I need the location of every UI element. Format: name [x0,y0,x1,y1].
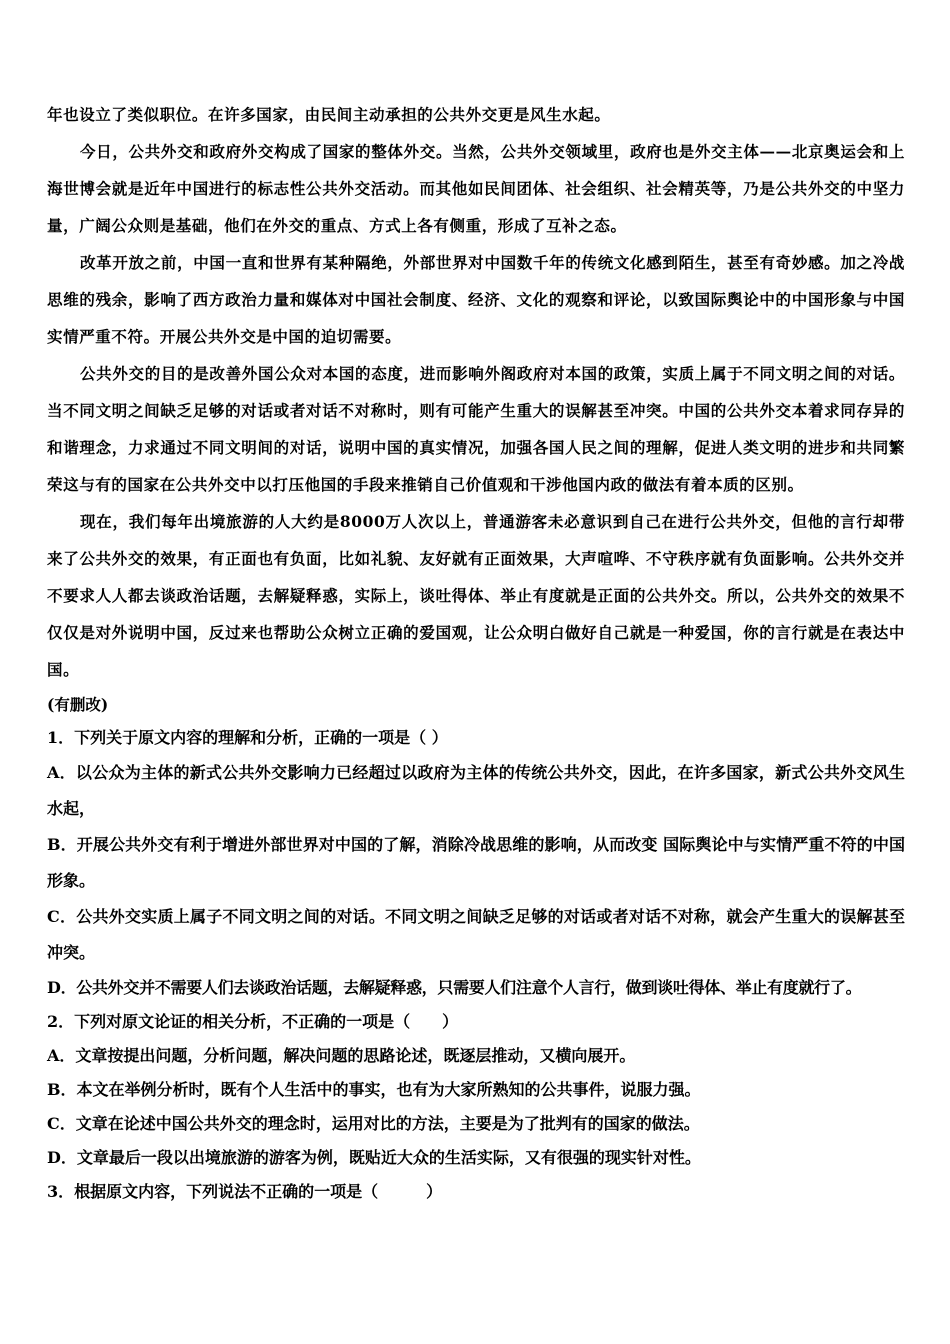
question-2-option-c: C．文章在论述中国公共外交的理念时，运用对比的方法，主要是为了批判有的国家的做法。 [47,1114,700,1133]
question-1-stem: 1．下列关于原文内容的理解和分析，正确的一项是（ ） [47,728,448,747]
question-2-option-d: D．文章最后一段以出境旅游的游客为例，既贴近大众的生活实际，又有很强的现实针对性。 [47,1148,701,1167]
question-1-option-a: A．以公众为主体的新式公共外交影响力已经超过以政府为主体的传统公共外交，因此，在许多国家，新式公共外交风生水起， [47,763,905,818]
question-list [47,721,905,1209]
passage-paragraph-2: 今日，公共外交和政府外交构成了国家的整体外交。当然，公共外交领域里，政府也是外交主体——北京奥运会和上海世博会就是近年中国进行的标志性公共外交活动。而其他如民间团体、社会组织、社会精英等，乃是公共外交的中坚力量，广阔公众则是基础，他们在外交的重点、方式上各有侧重，形成了互补之态。 [47,142,905,235]
question-3-stem: 3．根据原文内容，下列说法不正确的一项是（ ） [47,1182,443,1201]
passage-paragraph-5: 现在，我们每年出境旅游的人大约是8000万人次以上，普通游客未必意识到自己在进行公共外交，但他的言行却带来了公共外交的效果，有正面也有负面，比如礼貌、友好就有正面效果，大声喧哗、不守秩序就有负面影响。公共外交并不要求人人都去谈政治话题，去解疑释惑，实际上，谈吐得体、举止有度就是正面的公共外交。所以，公共外交的效果不仅仅是对外说明中国，反过来也帮助公众树立正确的爱国观，让公众明白做好自己就是一种爱国，你的言行就是在表达中国。 [47,512,905,679]
question-2-stem: 2．下列对原文论证的相关分析，不正确的一项是（ ） [47,1012,459,1031]
question-1-option-d: D．公共外交并不需要人们去谈政治话题，去解疑释惑，只需要人们注意个人言行，做到谈吐得体、举止有度就行了。 [47,978,862,997]
question-2 [47,1005,905,1175]
passage-paragraph-1: 年也设立了类似职位。在许多国家，由民间主动承担的公共外交更是风生水起。 [47,105,611,124]
question-3 [47,1175,905,1209]
document-page [47,96,905,1209]
reading-passage [47,96,905,688]
question-2-option-a: A．文章按提出问题，分析问题，解决问题的思路论述，既逐层推动，又横向展开。 [47,1046,636,1065]
question-1 [47,721,905,1005]
passage-paragraph-3: 改革开放之前，中国一直和世界有某种隔绝，外部世界对中国数千年的传统文化感到陌生，甚至有奇妙感。加之冷战思维的残余，影响了西方政治力量和媒体对中国社会制度、经济、文化的观察和评论，以致国际舆论中的中国形象与中国实情严重不符。开展公共外交是中国的迫切需要。 [47,253,905,346]
question-2-option-b: B．本文在举例分析时，既有个人生活中的事实，也有为大家所熟知的公共事件，说服力强。 [47,1080,701,1099]
question-1-option-b: B．开展公共外交有利于增进外部世界对中国的了解，消除冷战思维的影响，从而改变 国际舆论中与实情严重不符的中国形象。 [47,835,905,890]
passage-paragraph-4: 公共外交的目的是改善外国公众对本国的态度，进而影响外阁政府对本国的政策，实质上属于不同文明之间的对话。当不同文明之间缺乏足够的对话或者对话不对称时，则有可能产生重大的误解甚至冲突。中国的公共外交本着求同存异的和谐理念，力求通过不同文明间的对话，说明中国的真实情况，加强各国人民之间的理解，促进人类文明的进步和共同繁荣这与有的国家在公共外交中以打压他国的手段来推销自己价值观和干涉他国内政的做法有着本质的区别。 [47,364,905,494]
edit-note: (有删改) [47,695,109,714]
question-1-option-c: C．公共外交实质上属子不同文明之间的对话。不同文明之间缺乏足够的对话或者对话不对称，就会产生重大的误解甚至冲突。 [47,907,905,962]
